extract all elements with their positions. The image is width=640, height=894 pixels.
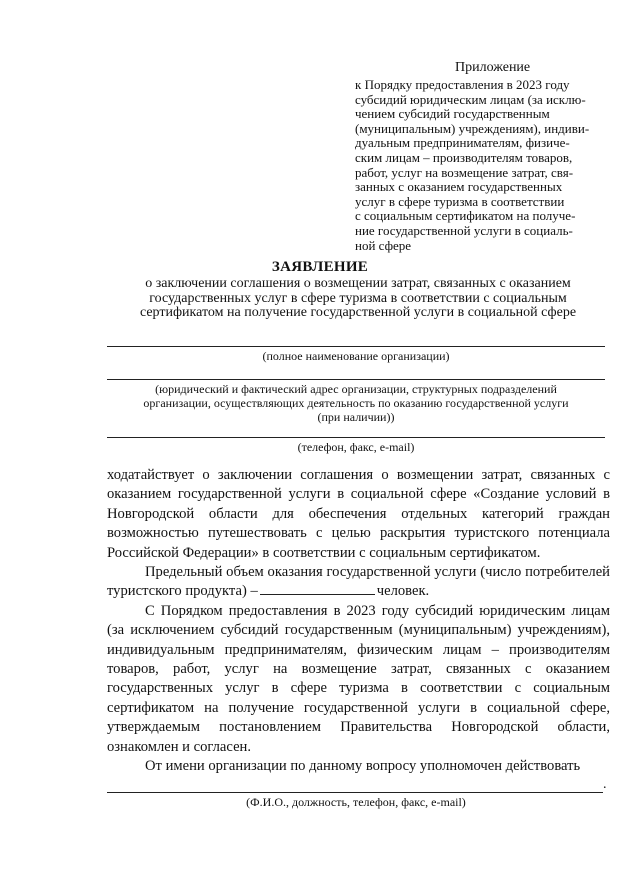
contacts-caption: (телефон, факс, e-mail) xyxy=(297,440,415,454)
address-caption: (юридический и фактический адрес организации, структурных подразделений организации, осуществляющих деятельность по оказанию государственной услуги (при наличии)) xyxy=(143,382,569,424)
paragraph-authorized: От имени организации по данному вопросу уполномочен действовать xyxy=(145,758,581,775)
authorized-person-caption: (Ф.И.О., должность, телефон, факс, e-mail) xyxy=(246,795,466,809)
org-name-line xyxy=(107,346,605,347)
volume-unit: человек. xyxy=(376,583,430,600)
authorized-person-line xyxy=(107,792,603,793)
trailing-period: . xyxy=(603,777,607,792)
document-title: ЗАЯВЛЕНИЕ xyxy=(271,259,369,275)
contacts-line xyxy=(107,437,605,438)
volume-text: Предельный объем оказания государственной услуги (число потребителей туристского продукта) – xyxy=(107,564,610,600)
body-text xyxy=(107,466,610,777)
appendix-reference: к Порядку предоставления в 2023 году субсидий юридическим лицам (за исклю- чением субсидий государственным (муниципальным) учреждениям), индиви- дуальным предпринимателям, физиче- ским лицам – производителям товаров, работ, услуг на возмещение затрат, свя- занных с оказанием государственных услуг в сфере туризма в соответствии с социальным сертификатом на получе- ние государственной услуги в социаль- ной сфере xyxy=(355,77,590,253)
consumer-count-blank xyxy=(260,582,375,595)
paragraph-petition: ходатайствует о заключении соглашения о возмещении затрат, связанных с оказанием государственной услуги в социальной сфере «Создание условий в Новгородской области для обеспечения отдельных категорий граждан возможностью путешествовать с целью раскрытия туристского потенциала Российской Федерации» в соответствии с социальным сертификатом. xyxy=(107,467,610,561)
paragraph-volume xyxy=(107,563,610,602)
org-name-caption: (полное наименование организации) xyxy=(262,349,450,363)
document-subtitle: о заключении соглашения о возмещении затрат, связанных с оказанием государственных услуг в сфере туризма в соответствии с социальным сертификатом на получение государственной услуги в социальной сфере xyxy=(139,276,577,321)
appendix-title: Приложение xyxy=(455,60,531,75)
address-line xyxy=(107,379,605,380)
paragraph-acknowledgement: С Порядком предоставления в 2023 году субсидий юридическим лицам (за исключением субсидий государственным (муниципальным) учреждениям), индивидуальным предпринимателям, физическим лицам – производителям товаров, работ, услуг на возмещение затрат, связанных с оказанием государственных услуг в сфере туризма в соответствии с социальным сертификатом на получение государственной услуги в социальной сфере, утверждаемым постановлением Правительства Новгородской области, ознакомлен и согласен. xyxy=(107,602,610,755)
